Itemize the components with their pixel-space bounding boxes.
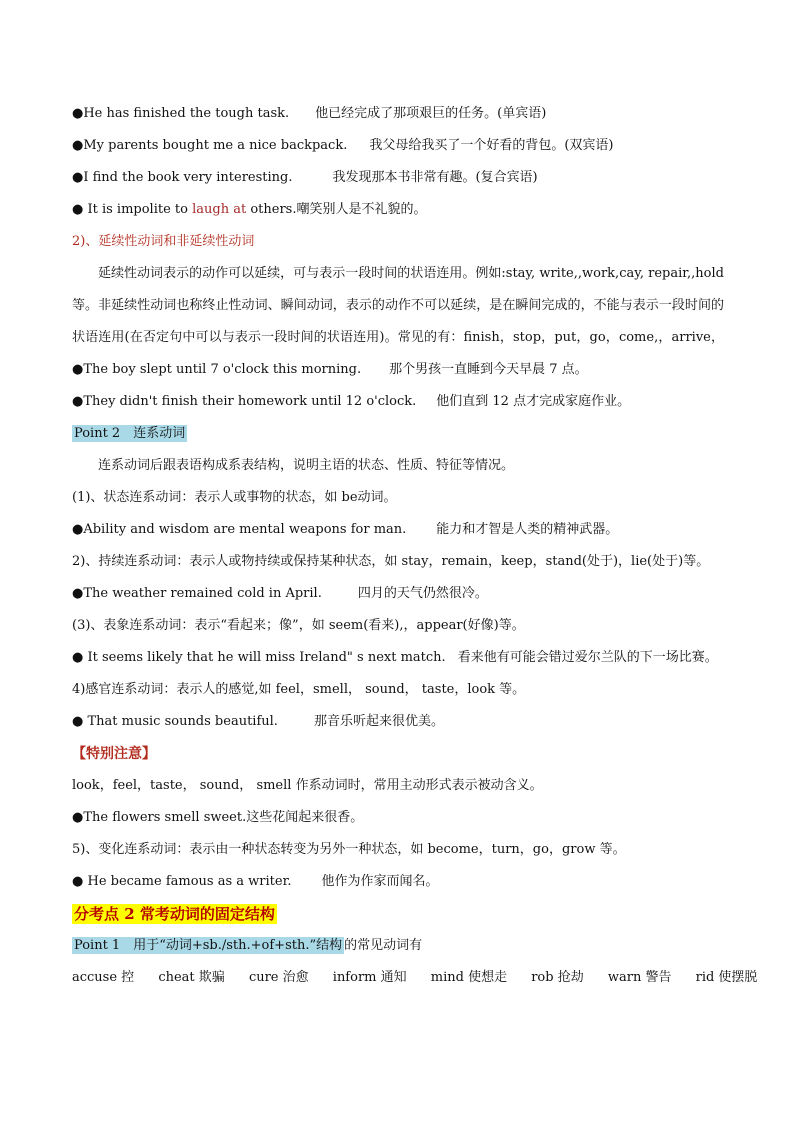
- example-line: [72, 514, 724, 546]
- special-note-heading: 【特别注意】: [72, 746, 156, 762]
- example-line: [72, 706, 724, 738]
- vocab-item: cheat 欺骗: [158, 970, 225, 985]
- example-english: ●The boy slept until 7 o'clock this morning.: [72, 362, 362, 377]
- example-chinese: 看来他有可能会错过爱尔兰队的下一场比赛。: [457, 650, 718, 665]
- example-chinese: 那音乐听起来很优美。: [313, 714, 444, 729]
- example-line: [72, 386, 724, 418]
- example-english: ●They didn't finish their homework until 12 o'clock.: [72, 394, 417, 409]
- vocab-item: warn 警告: [607, 970, 672, 985]
- point-tail: 的常见动词有: [344, 938, 423, 953]
- vocab-item: cure 治愈: [248, 970, 309, 985]
- example-chinese: 四月的天气仍然很冷。: [357, 586, 488, 601]
- example-text: others.嘲笑别人是不礼貌的。: [246, 202, 427, 217]
- subtopic-label: 分考点 2 常考动词的固定结构: [74, 905, 275, 923]
- point-heading: [72, 418, 724, 450]
- note-body: look，feel，taste， sound， smell 作系动词时，常用主动形式表示被动含义。: [72, 778, 543, 793]
- example-chinese: 那个男孩一直睡到今天早晨 7 点。: [389, 362, 588, 377]
- point-heading: [72, 930, 724, 962]
- example-line: [72, 162, 724, 194]
- subsection-line: 5)、变化连系动词：表示由一种状态转变为另外一种状态，如 become，turn，go，grow 等。: [72, 842, 626, 857]
- subsection-line: (1)、状态连系动词：表示人或事物的状态，如 be动词。: [72, 490, 397, 505]
- vocab-item: rob 抢劫: [531, 970, 584, 985]
- example-line: ●The flowers smell sweet.这些花闻起来很香。: [72, 810, 364, 825]
- example-english: ●Ability and wisdom are mental weapons for man.: [72, 522, 407, 537]
- example-line: [72, 194, 724, 226]
- highlight-phrase: laugh at: [192, 202, 247, 217]
- vocab-list: [72, 962, 758, 994]
- example-english: ● He became famous as a writer.: [72, 874, 292, 889]
- example-chinese: 我发现那本书非常有趣。(复合宾语): [332, 170, 538, 185]
- example-english: ● It seems likely that he will miss Ireland" s next match.: [72, 650, 446, 665]
- intro-line: 连系动词后跟表语构成系表结构，说明主语的状态、性质、特征等情况。: [98, 458, 515, 473]
- subtopic-heading: [72, 898, 724, 930]
- point-label: Point 1 用于“动词+sb./sth.+of+sth.”结构: [74, 938, 343, 953]
- section-heading: 2)、延续性动词和非延续性动词: [72, 234, 255, 249]
- example-chinese: 他们直到 12 点才完成家庭作业。: [436, 394, 631, 409]
- example-chinese: 他已经完成了那项艰巨的任务。(单宾语): [315, 106, 547, 121]
- example-english: ●He has finished the tough task.: [72, 106, 290, 121]
- example-text: ● It is impolite to: [72, 202, 193, 217]
- document-page: [72, 98, 758, 994]
- example-line: [72, 98, 724, 130]
- example-chinese: 我父母给我买了一个好看的背包。(双宾语): [369, 138, 614, 153]
- subsection-line: (3)、表象连系动词：表示“看起来；像”，如 seem(看来),，appear(好像)等。: [72, 618, 525, 633]
- example-english: ● That music sounds beautiful.: [72, 714, 278, 729]
- example-line: [72, 866, 724, 898]
- example-line: [72, 130, 724, 162]
- example-chinese: 能力和才智是人类的精神武器。: [436, 522, 619, 537]
- example-line: [72, 642, 724, 674]
- point-label: Point 2 连系动词: [74, 426, 186, 441]
- example-english: ●I find the book very interesting.: [72, 170, 293, 185]
- subsection-line: 2)、持续连系动词：表示人或物持续或保持某种状态，如 stay，remain，keep，stand(处于)，lie(处于)等。: [72, 554, 710, 569]
- example-line: [72, 354, 724, 386]
- example-english: ●My parents bought me a nice backpack.: [72, 138, 348, 153]
- example-english: ●The weather remained cold in April.: [72, 586, 322, 601]
- example-chinese: 他作为作家而闻名。: [321, 874, 439, 889]
- paragraph: 延续性动词表示的动作可以延续，可与表示一段时间的状语连用。例如:stay, write,,work,cay, repair,,hold等。非延续性动词也称终止性动词、瞬间动词，表示的动作不可以延续，是在瞬间完成的，不能与表示一段时间的状语连用(在否定句中可以与表示一段时间的状语连用)。常见的有：finish，stop，put，go，come,，arrive，: [72, 266, 724, 345]
- vocab-item: inform 通知: [332, 970, 407, 985]
- example-line: [72, 578, 724, 610]
- vocab-item: mind 使想走: [430, 970, 508, 985]
- subsection-line: 4)感官连系动词：表示人的感觉,如 feel，smell， sound， taste，look 等。: [72, 682, 526, 697]
- vocab-item: rid 使摆脱: [695, 970, 758, 985]
- vocab-item: accuse 控: [72, 970, 135, 985]
